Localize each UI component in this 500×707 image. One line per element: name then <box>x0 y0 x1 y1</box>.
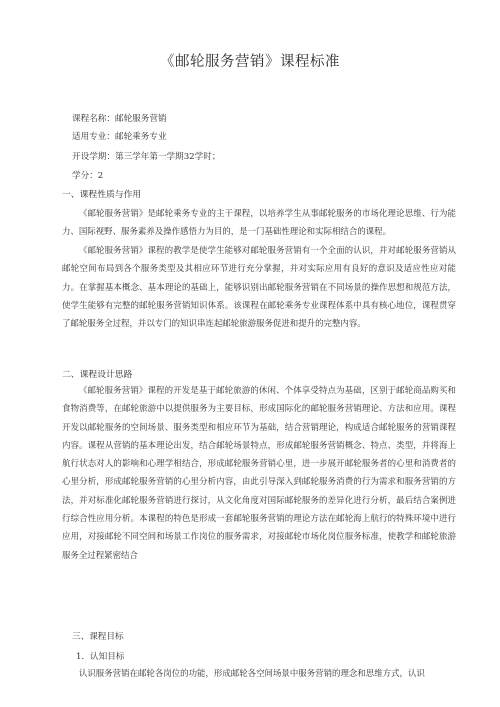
meta-course-name: 课程名称：邮轮服务营销 <box>72 114 167 124</box>
section-heading-nature: 一、课程性质与作用 <box>62 190 142 200</box>
section-heading-design: 二、课程设计思路 <box>62 370 133 380</box>
meta-major: 适用专业：邮轮乘务专业 <box>72 132 167 142</box>
paragraph-nature-1: 《邮轮服务营销》是邮轮乘务专业的主干课程，以培养学生从事邮轮服务的市场化理论思维、行为能力、国际视野、服务素养及操作感悟力为目的，是一门基础性理论和实际相结合的课程。 <box>62 208 456 237</box>
meta-term: 开设学期：第三学年第一学期32学时； <box>72 152 221 162</box>
paragraph-objectives-1: 认识服务营销在邮轮各岗位的功能，形成邮轮各空间场景中服务营销的理念和思维方式，认识 <box>78 668 425 678</box>
paragraph-nature-2: 《邮轮服务营销》课程的教学是使学生能够对邮轮服务营销有一个全面的认识，并对邮轮服务营销从邮轮空间布局到各个服务类型及其相应环节进行充分掌握，并对实际应用有良好的意识及适应性应对能力。在掌握基本概念、基本理论的基础上，能够识别出邮轮服务营销在不同场景的操作思想和规范方法，使学生能够有完整的邮轮服务营销知识体系。该课程在邮轮乘务专业课程体系中具有核心地位，课程贯穿了邮轮服务全过程，并以专门的知识串连起邮轮旅游服务促进和提升的完整内容。 <box>62 245 456 329</box>
paragraph-design-1: 《邮轮服务营销》课程的开发是基于邮轮旅游的休闲、个体享受特点为基础，区别于邮轮商品购买和食物消费等，在邮轮旅游中以提供服务为主要目标，形成国际化的邮轮服务营销理论、方法和应用。课程开发以邮轮服务的空间场景、服务类型和相应环节为基础，结合营销理论，构成适合邮轮服务的营销课程内容。课程从营销的基本理论出发，结合邮轮场景特点，形成邮轮服务营销概念、特点、类型，并将海上航行状态对人的影响和心理学相结合，形成邮轮服务营销心里，进一步展开邮轮服务者的心里和消费者的心里分析，形成邮轮服务营销的心里分析内容，由此引导深入到邮轮服务消费的行为需求和服务营销的方法，并对标准化邮轮服务营销进行探讨，从文化角度对国际邮轮服务的差异化进行分析，最后结合案例进行综合性应用分析。本课程的特色是形成一套邮轮服务营销的理论方法在邮轮海上航行的特殊环境中进行应用，对接邮轮不同空间和场景工作岗位的服务需求，对接邮轮市场化岗位服务标准，使教学和邮轮旅游服务全过程紧密结合 <box>62 385 456 560</box>
section-heading-objectives: 三、课程目标 <box>72 632 124 642</box>
page-title: 《邮轮服务营销》课程标准 <box>160 54 340 70</box>
subheading-cognitive-goal: 1．认知目标 <box>76 652 125 662</box>
meta-credits: 学分：2 <box>72 171 104 181</box>
